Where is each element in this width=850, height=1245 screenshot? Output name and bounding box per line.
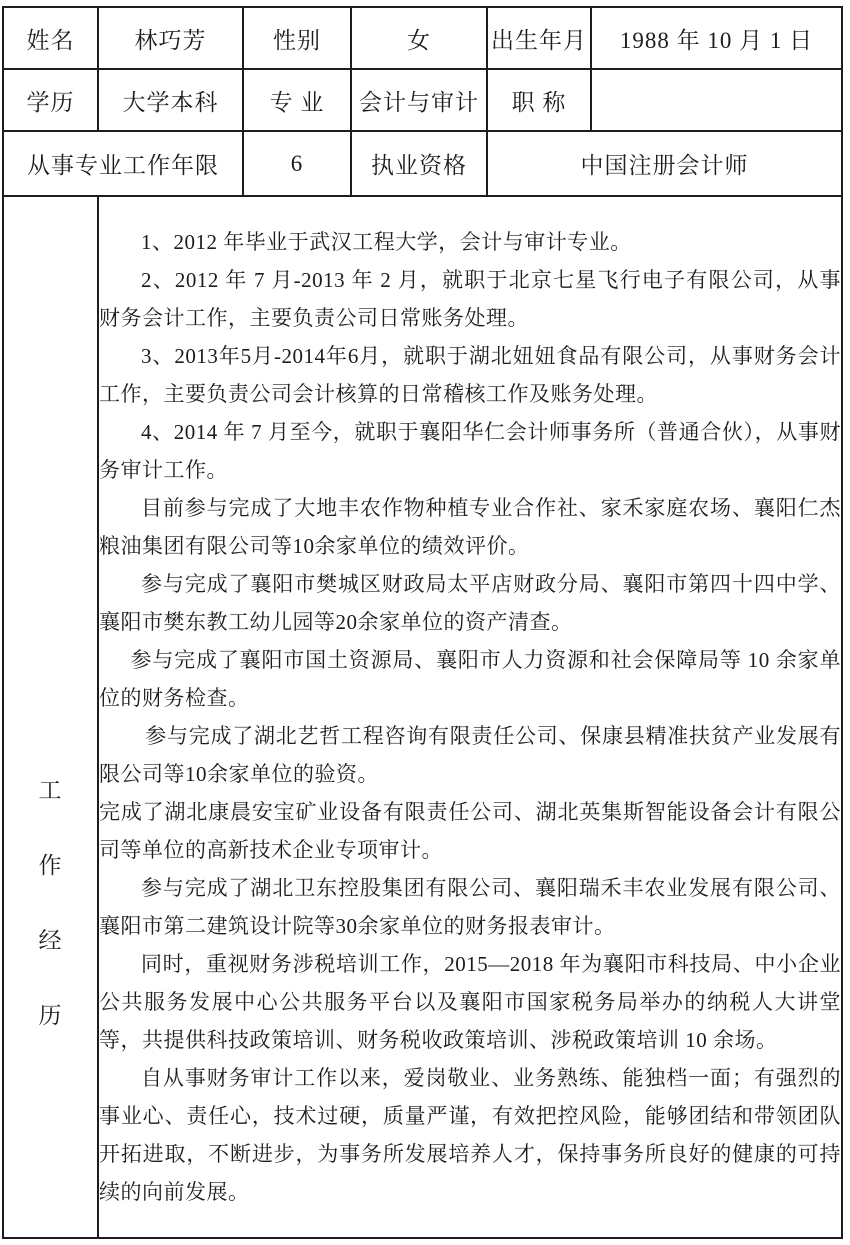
birthdate-label: 出生年月 <box>487 7 591 69</box>
work-paragraph: 参与完成了湖北卫东控股集团有限公司、襄阳瑞禾丰农业发展有限公司、襄阳市第二建筑设计院等30余家单位的财务报表审计。 <box>99 876 841 938</box>
work-paragraph: 2、2012 年 7 月-2013 年 2 月，就职于北京七星飞行电子有限公司，从事财务会计工作，主要负责公司日常账务处理。 <box>99 268 841 330</box>
education-label: 学历 <box>3 69 98 131</box>
work-experience-paragraphs <box>99 223 841 1211</box>
work-paragraph: 自从事财务审计工作以来，爱岗敬业、业务熟练、能独档一面；有强烈的事业心、责任心，技术过硬，质量严谨，有效把控风险，能够团结和带领团队开拓进取，不断进步，为事务所发展培养人才，保持事务所良好的健康的可持续的向前发展。 <box>99 1066 841 1204</box>
work-label-char: 作 <box>38 853 63 878</box>
gender-value: 女 <box>351 7 487 69</box>
work-paragraph: 参与完成了湖北艺哲工程咨询有限责任公司、保康县精准扶贫产业发展有限公司等10余家单位的验资。 <box>99 724 841 786</box>
name-value: 林巧芳 <box>98 7 243 69</box>
work-label-char: 历 <box>38 1003 63 1028</box>
work-years-value: 6 <box>243 131 351 196</box>
row-personal-2 <box>3 69 842 131</box>
major-label: 专 业 <box>243 69 351 131</box>
birthdate-value: 1988 年 10 月 1 日 <box>591 7 842 69</box>
work-paragraph: 参与完成了襄阳市国土资源局、襄阳市人力资源和社会保障局等 10 余家单位的财务检查。 <box>99 648 841 710</box>
work-experience-header-cell <box>3 196 98 1238</box>
work-paragraph: 1、2012 年毕业于武汉工程大学，会计与审计专业。 <box>141 230 632 254</box>
name-label: 姓名 <box>3 7 98 69</box>
work-label-char: 经 <box>38 928 63 953</box>
work-paragraph: 4、2014 年 7 月至今，就职于襄阳华仁会计师事务所（普通合伙），从事财务审计工作。 <box>99 420 841 482</box>
work-label-char: 工 <box>38 778 63 803</box>
work-paragraph: 目前参与完成了大地丰农作物种植专业合作社、家禾家庭农场、襄阳仁杰粮油集团有限公司等10余家单位的绩效评价。 <box>99 496 841 558</box>
gender-label: 性别 <box>243 7 351 69</box>
work-paragraph: 完成了湖北康晨安宝矿业设备有限责任公司、湖北英集斯智能设备会计有限公司等单位的高新技术企业专项审计。 <box>99 800 841 862</box>
education-value: 大学本科 <box>98 69 243 131</box>
row-personal-1 <box>3 7 842 69</box>
work-paragraph: 3、2013年5月-2014年6月，就职于湖北妞妞食品有限公司，从事财务会计工作，主要负责公司会计核算的日常稽核工作及账务处理。 <box>99 344 841 406</box>
work-experience-vertical-label <box>4 404 97 1030</box>
major-value: 会计与审计 <box>351 69 487 131</box>
title-label: 职 称 <box>487 69 591 131</box>
work-experience-content-cell <box>98 196 842 1238</box>
resume-table <box>2 6 843 1239</box>
row-qualification <box>3 131 842 196</box>
work-years-label: 从事专业工作年限 <box>3 131 243 196</box>
work-paragraph: 同时，重视财务涉税培训工作，2015—2018 年为襄阳市科技局、中小企业公共服务发展中心公共服务平台以及襄阳市国家税务局举办的纳税人大讲堂等，共提供科技政策培训、财务税收政策培训、涉税政策培训 10 余场。 <box>99 952 841 1052</box>
work-paragraph: 参与完成了襄阳市樊城区财政局太平店财政分局、襄阳市第四十四中学、襄阳市樊东教工幼儿园等20余家单位的资产清查。 <box>99 572 841 634</box>
qualification-label: 执业资格 <box>351 131 487 196</box>
qualification-value: 中国注册会计师 <box>487 131 842 196</box>
row-work-experience <box>3 196 842 1238</box>
title-value <box>591 69 842 131</box>
